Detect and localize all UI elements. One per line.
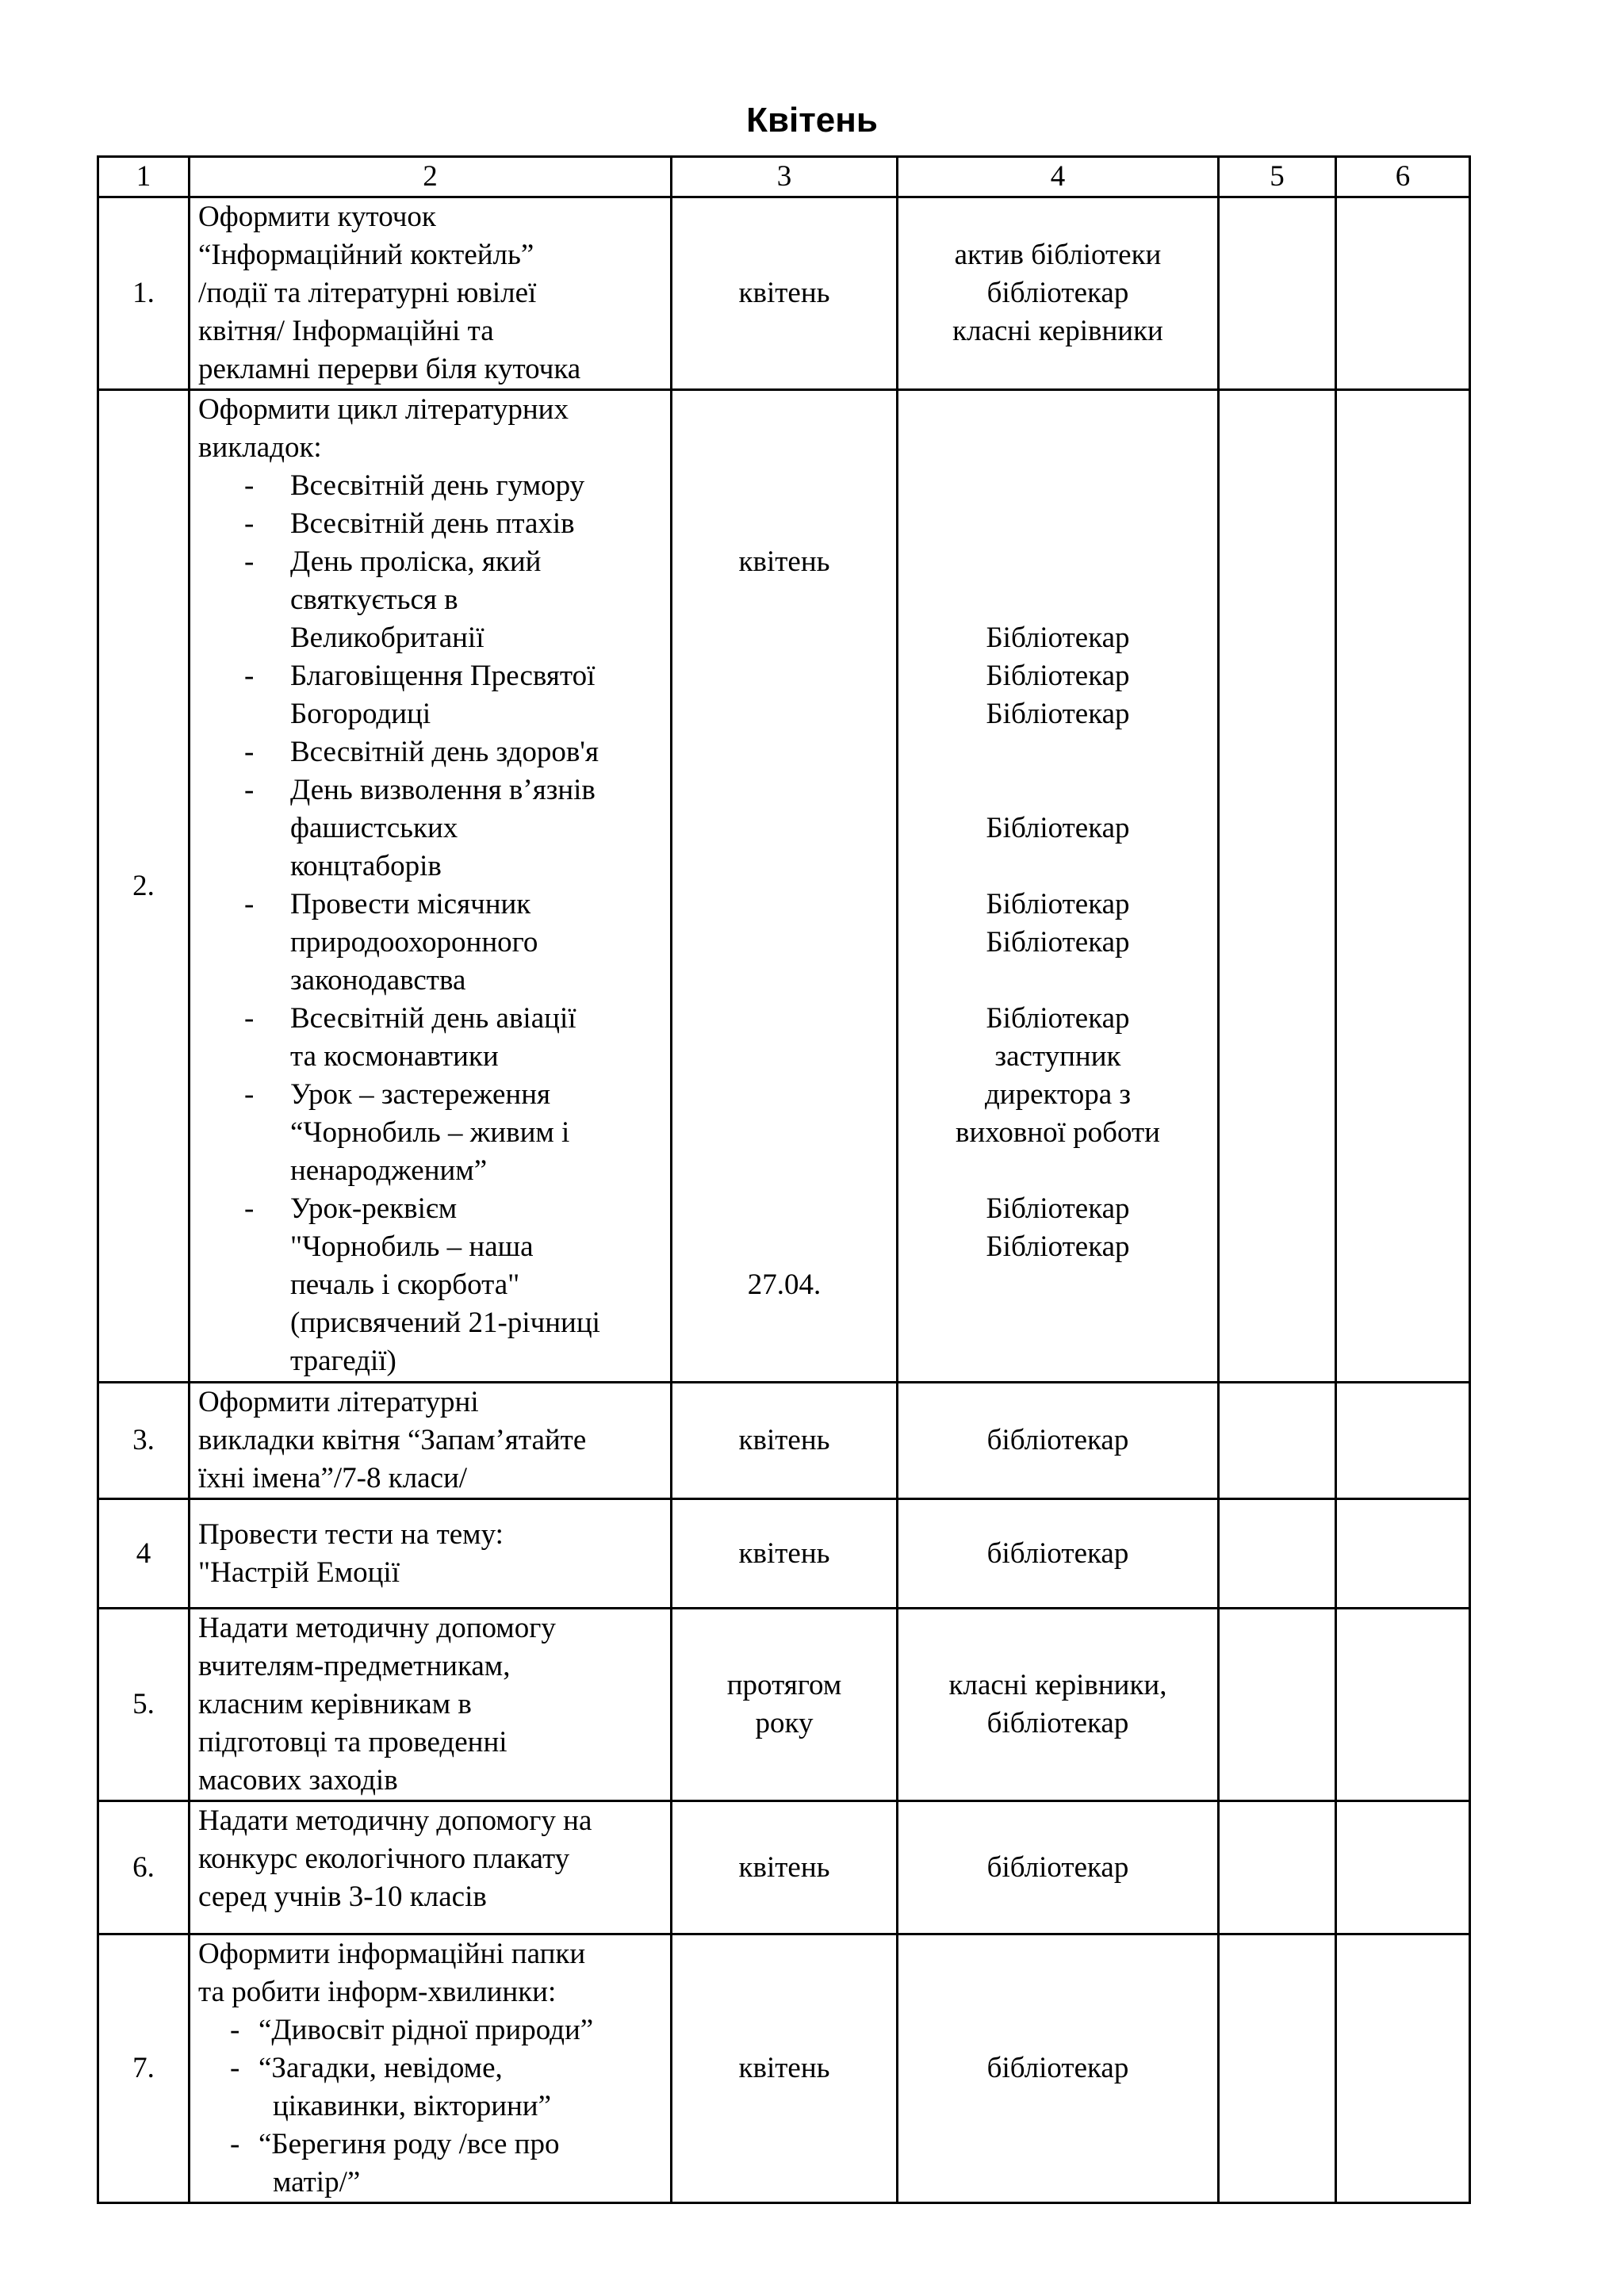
list-item-line: законодавства — [290, 964, 466, 997]
responsible-cell: бібліотекар — [898, 1801, 1219, 1934]
header-cell: 3 — [672, 157, 898, 197]
activity-line: /події та літературні ювілеї — [198, 277, 537, 309]
activity-line: конкурс екологічного плакату — [198, 1843, 570, 1875]
list-item-line: "Чорнобиль – наша — [290, 1230, 534, 1263]
activity-cell — [190, 390, 672, 1383]
list-item — [230, 2049, 662, 2126]
activity-line: підготовці та проведенні — [198, 1726, 508, 1758]
list-item-line: Великобританії — [290, 622, 485, 654]
responsible-line: виховної роботи — [956, 1116, 1160, 1149]
header-cell: 2 — [190, 157, 672, 197]
list-item-line: печаль і скорбота" — [290, 1269, 520, 1301]
list-item-line: Богородиці — [290, 698, 431, 730]
activity-line: класним керівникам в — [198, 1688, 472, 1720]
list-item-line: - День проліска, який — [290, 545, 542, 578]
table-header-row — [98, 157, 1470, 197]
page-title: Квітень — [746, 101, 878, 140]
list-item — [244, 543, 662, 657]
list-item — [244, 467, 662, 505]
header-cell: 1 — [98, 157, 190, 197]
activity-line: “Інформаційний коктейль” — [198, 239, 534, 271]
activity-line: серед учнів 3-10 класів — [198, 1881, 487, 1913]
empty-cell — [1336, 1383, 1470, 1499]
responsible-cell — [898, 197, 1219, 390]
table-row — [98, 1383, 1470, 1499]
responsible-line: заступник — [994, 1040, 1121, 1073]
responsible-line: директора з — [984, 1078, 1131, 1111]
list-item-line: - Провести місячник — [290, 888, 531, 920]
list-item — [244, 505, 662, 543]
list-item-line: - “Дивосвіт рідної природи” — [259, 2014, 594, 2046]
header-cell: 5 — [1219, 157, 1336, 197]
row-number: 5. — [98, 1609, 190, 1801]
list-item-line: - “Берегиня роду /все про — [259, 2128, 560, 2160]
row-number: 2. — [98, 390, 190, 1383]
date-cell — [672, 390, 898, 1383]
activity-cell — [190, 1609, 672, 1801]
date-cell: квітень — [672, 1383, 898, 1499]
activity-line: Надати методичну допомогу на — [198, 1804, 592, 1837]
responsible-line: класні керівники, — [948, 1669, 1167, 1701]
responsible-line: Бібліотекар — [986, 1230, 1130, 1263]
plan-table — [97, 155, 1471, 2204]
list-item-line: та космонавтики — [290, 1040, 499, 1073]
empty-cell — [1219, 390, 1336, 1383]
table-row — [98, 1934, 1470, 2203]
activity-line: Оформити літературні — [198, 1386, 479, 1418]
responsible-cell — [898, 390, 1219, 1383]
list-item — [244, 657, 662, 733]
list-item — [244, 1076, 662, 1190]
responsible-line: Бібліотекар — [986, 812, 1130, 844]
date-cell: квітень — [672, 1934, 898, 2203]
activity-line: "Настрій Емоції — [198, 1556, 400, 1589]
date-cell: квітень — [672, 197, 898, 390]
activity-line: викладок: — [198, 431, 322, 464]
list-item — [244, 1000, 662, 1076]
activity-cell — [190, 1383, 672, 1499]
table-row — [98, 1499, 1470, 1609]
list-item-line: концтаборів — [290, 850, 442, 882]
list-item — [244, 733, 662, 771]
responsible-line: Бібліотекар — [986, 1002, 1130, 1035]
list-item-line: матір/” — [273, 2166, 361, 2198]
empty-cell — [1336, 1934, 1470, 2203]
list-item-line: трагедії) — [290, 1345, 396, 1377]
empty-cell — [1336, 1801, 1470, 1934]
date-line: 27.04. — [747, 1269, 822, 1301]
responsible-line: бібліотекар — [986, 277, 1129, 309]
date-cell — [672, 1609, 898, 1801]
date-cell: квітень — [672, 1499, 898, 1609]
date-line: протягом — [726, 1669, 842, 1701]
empty-cell — [1219, 1383, 1336, 1499]
list-item-line: - Всесвітній день здоров'я — [290, 736, 599, 768]
list-item-line: ненародженим” — [290, 1154, 488, 1187]
list-item — [244, 1190, 662, 1380]
activity-cell — [190, 1934, 672, 2203]
row-number: 1. — [98, 197, 190, 390]
activity-line: та робити інформ-хвилинки: — [198, 1976, 557, 2008]
responsible-line: Бібліотекар — [986, 660, 1130, 692]
empty-cell — [1336, 197, 1470, 390]
empty-cell — [1219, 1609, 1336, 1801]
responsible-cell: бібліотекар — [898, 1499, 1219, 1609]
row-number: 7. — [98, 1934, 190, 2203]
list-item-line: - Благовіщення Пресвятої — [290, 660, 596, 692]
list-item — [230, 2011, 662, 2049]
responsible-line: бібліотекар — [986, 1707, 1129, 1739]
info-folder-list — [198, 2011, 662, 2202]
activity-line: їхні імена”/7-8 класи/ — [198, 1462, 468, 1494]
list-item-line: фашистських — [290, 812, 458, 844]
table-row — [98, 1609, 1470, 1801]
responsible-line: Бібліотекар — [986, 1192, 1130, 1225]
activity-line: Оформити куточок — [198, 201, 436, 233]
empty-cell — [1219, 1801, 1336, 1934]
list-item-line: - Всесвітній день авіації — [290, 1002, 576, 1035]
activity-cell — [190, 1499, 672, 1609]
activity-line: викладки квітня “Запам’ятайте — [198, 1424, 587, 1456]
empty-cell — [1219, 1499, 1336, 1609]
header-cell: 4 — [898, 157, 1219, 197]
list-item-line: - Урок – застереження — [290, 1078, 551, 1111]
exhibition-list — [198, 467, 662, 1380]
table-row — [98, 390, 1470, 1383]
activity-line: квітня/ Інформаційні та — [198, 315, 494, 347]
responsible-cell: бібліотекар — [898, 1383, 1219, 1499]
activity-line: Оформити інформаційні папки — [198, 1938, 586, 1970]
activity-line: Надати методичну допомогу — [198, 1612, 556, 1644]
date-line: квітень — [738, 545, 830, 578]
table-row — [98, 1801, 1470, 1934]
activity-line: масових заходів — [198, 1764, 398, 1797]
activity-line: вчителям-предметникам, — [198, 1650, 511, 1682]
row-number: 6. — [98, 1801, 190, 1934]
list-item-line: - День визволення в’язнів — [290, 774, 596, 806]
empty-cell — [1219, 197, 1336, 390]
responsible-cell: бібліотекар — [898, 1934, 1219, 2203]
list-item-line: (присвячений 21-річниці — [290, 1307, 600, 1339]
list-item — [230, 2126, 662, 2202]
activity-cell — [190, 1801, 672, 1934]
list-item-line: - Всесвітній день гумору — [290, 469, 585, 502]
empty-cell — [1336, 390, 1470, 1383]
list-item-line: - Урок-реквієм — [290, 1192, 458, 1225]
list-item-line: “Чорнобиль – живим і — [290, 1116, 570, 1149]
date-line: року — [755, 1707, 814, 1739]
empty-cell — [1336, 1609, 1470, 1801]
responsible-line: класні керівники — [952, 315, 1163, 347]
responsible-line: Бібліотекар — [986, 926, 1130, 959]
list-item-line: - Всесвітній день птахів — [290, 507, 575, 540]
list-item-line: святкується в — [290, 584, 458, 616]
activity-line: Оформити цикл літературних — [198, 393, 569, 426]
header-cell: 6 — [1336, 157, 1470, 197]
list-item — [244, 886, 662, 1000]
list-item-line: цікавинки, вікторини” — [273, 2090, 552, 2122]
list-item — [244, 771, 662, 886]
responsible-cell — [898, 1609, 1219, 1801]
list-item-line: - “Загадки, невідоме, — [259, 2052, 503, 2084]
responsible-line: Бібліотекар — [986, 698, 1130, 730]
empty-cell — [1219, 1934, 1336, 2203]
activity-line: рекламні перерви біля куточка — [198, 353, 581, 385]
list-item-line: природоохоронного — [290, 926, 538, 959]
row-number: 3. — [98, 1383, 190, 1499]
responsible-line: актив бібліотеки — [954, 239, 1162, 271]
empty-cell — [1336, 1499, 1470, 1609]
responsible-line: Бібліотекар — [986, 622, 1130, 654]
date-cell: квітень — [672, 1801, 898, 1934]
table-row — [98, 197, 1470, 390]
responsible-line: Бібліотекар — [986, 888, 1130, 920]
activity-line: Провести тести на тему: — [198, 1517, 504, 1551]
activity-cell — [190, 197, 672, 390]
row-number: 4 — [98, 1499, 190, 1609]
